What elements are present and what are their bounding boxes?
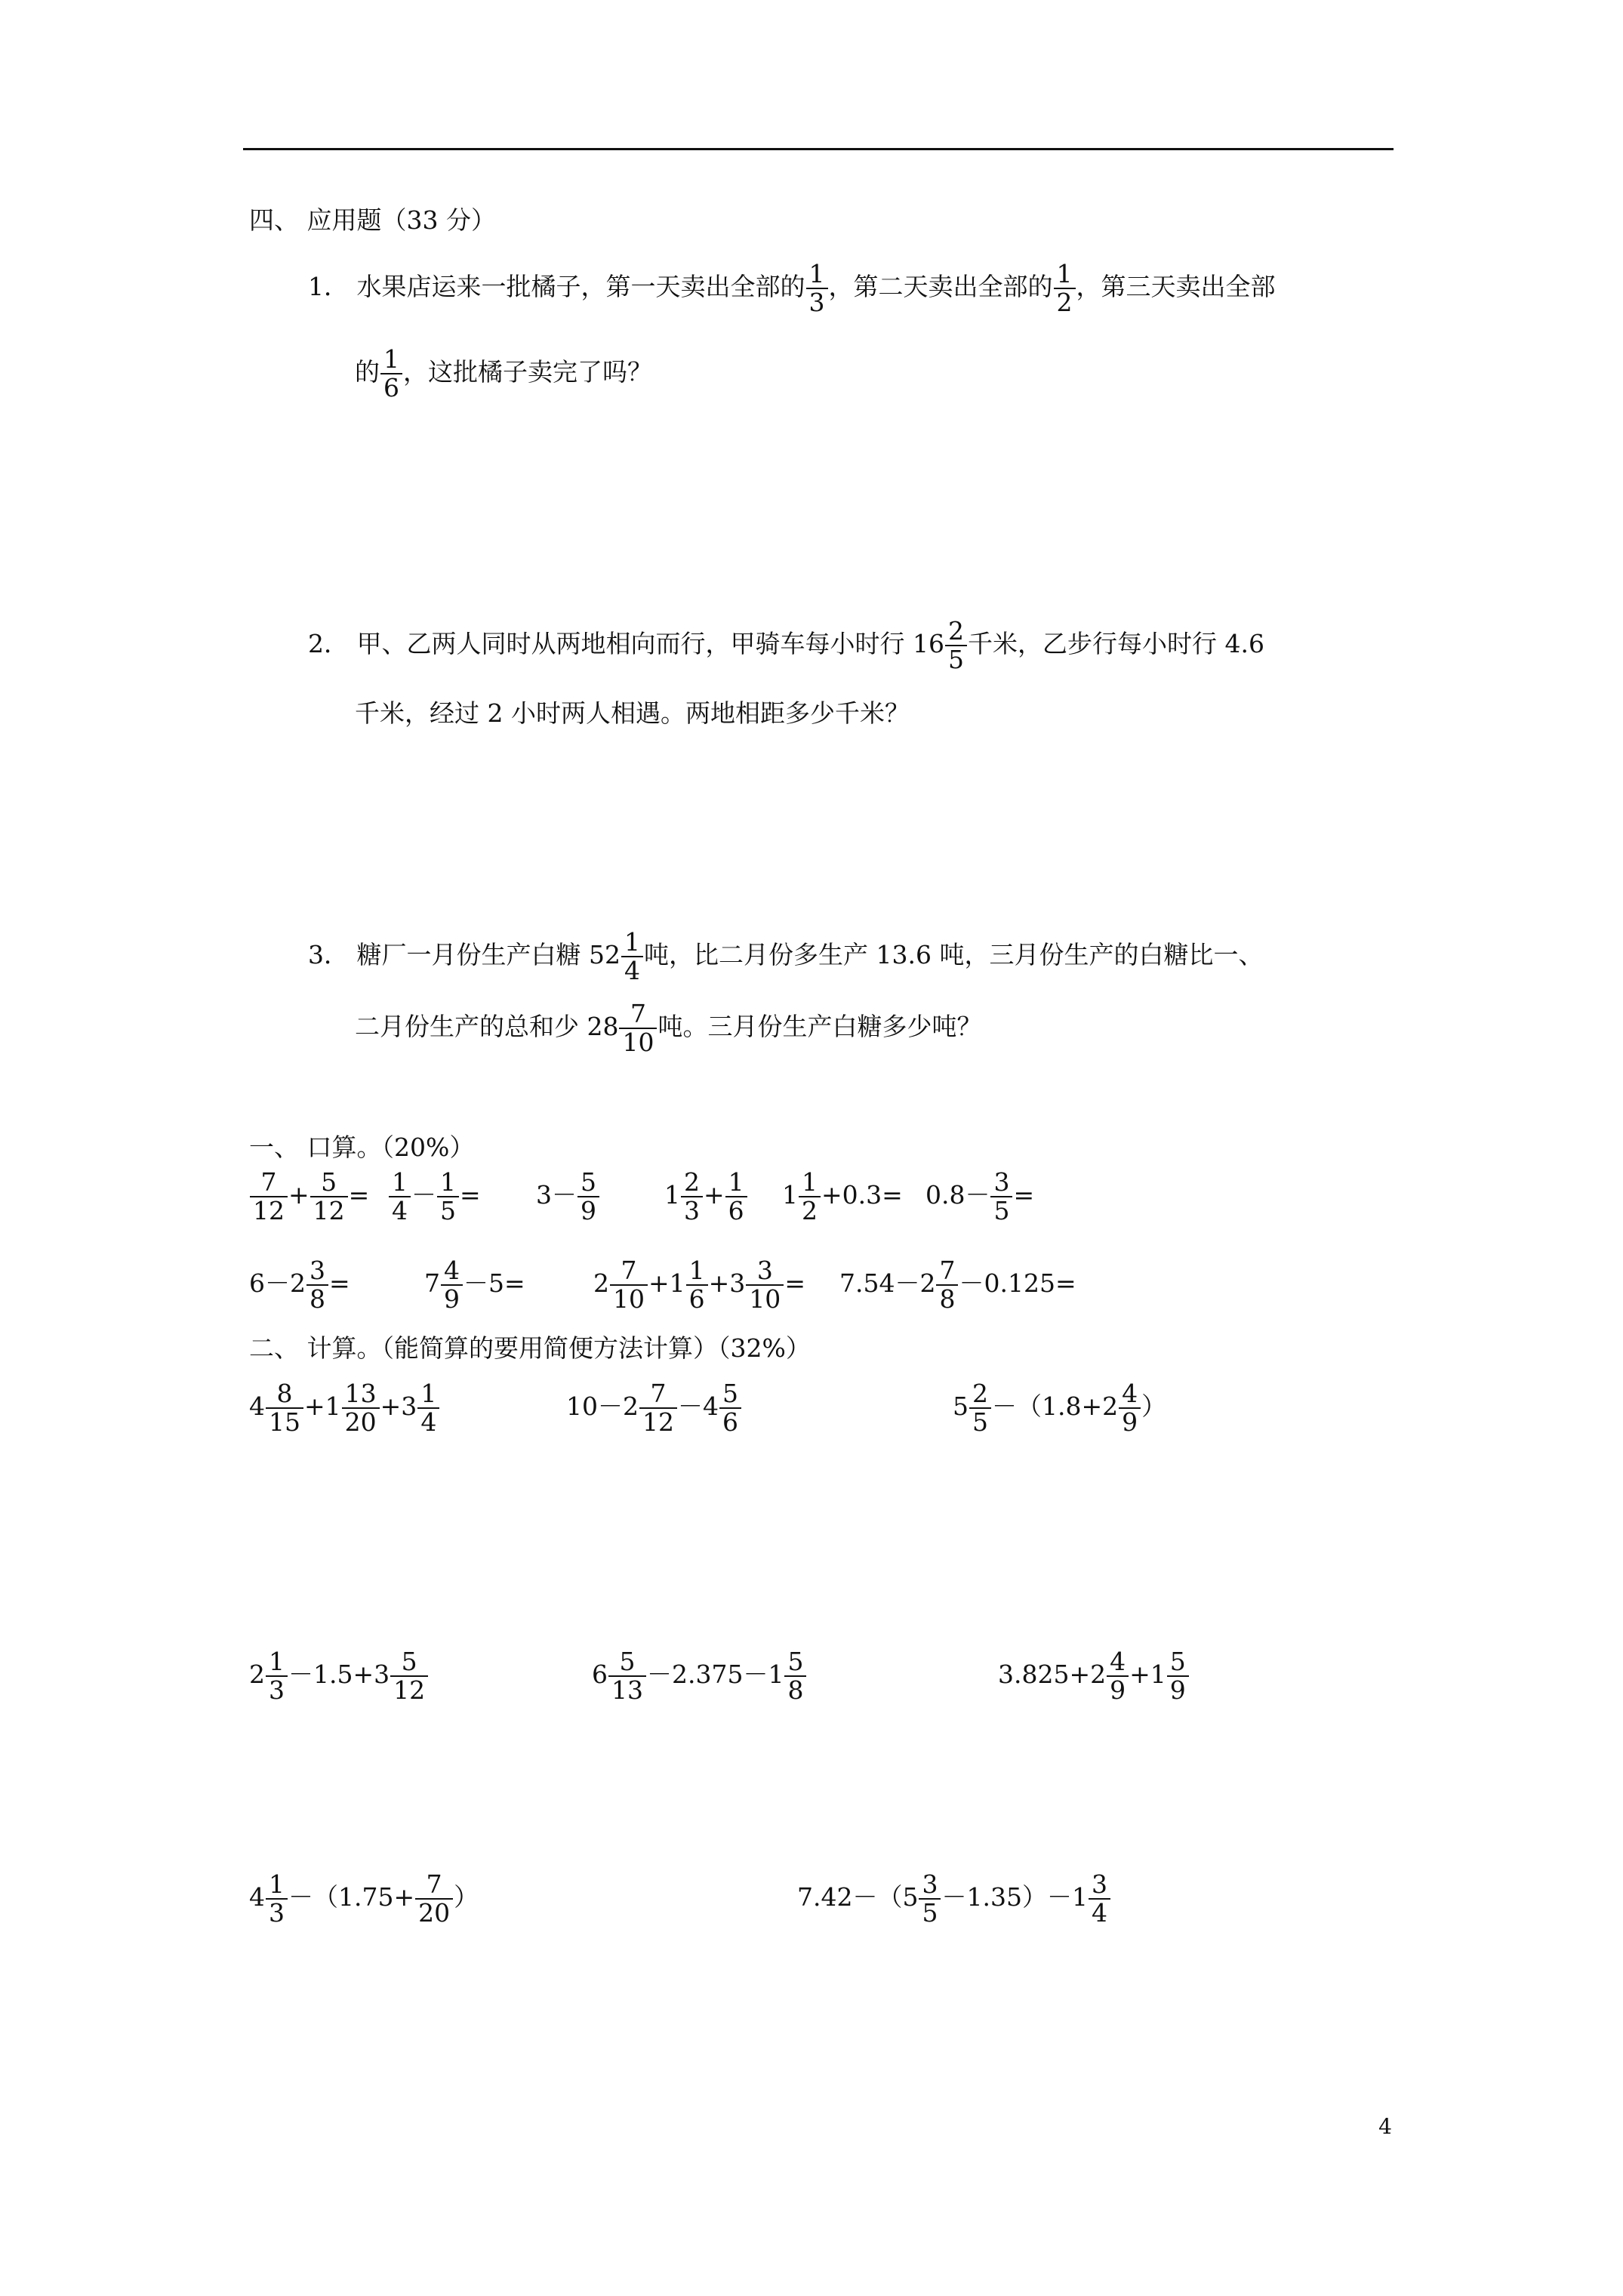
question-2-line-2: 千米，经过 2 小时两人相遇。两地相距多少千米？ [355,698,910,728]
fraction: $\frac{5}{9}$ [577,1169,599,1225]
fraction: $\frac{1}{4}$ [621,929,643,985]
fraction: $\frac{5}{9}$ [1167,1648,1189,1704]
question-3-line-2: 二月份生产的总和少 28 $\frac{7}{10}$ 吨。三月份生产白糖多少吨？ [355,999,982,1057]
calc-4: 2 $\frac{1}{3}$ －1.5+3 $\frac{5}{12}$ [249,1648,429,1704]
question-1-line-2: 的 $\frac{1}{6}$ ，这批橘子卖完了吗？ [355,344,652,402]
fraction: $\frac{7}{10}$ [619,1000,657,1056]
mental-2a: 6－2 $\frac{3}{8}$ = [249,1256,350,1314]
page-number: 4 [1378,2114,1392,2139]
fraction: $\frac{5}{8}$ [784,1648,806,1704]
mental-2d: 7.54－2 $\frac{7}{8}$ －0.125= [839,1256,1076,1314]
question-2-line-1: 2． 甲、乙两人同时从两地相向而行，甲骑车每小时行 16 $\frac{2}{5}$ 千米，乙步行每小时行 4.6 [308,616,1264,674]
fraction: $\frac{3}{4}$ [1089,1871,1110,1927]
fraction: $\frac{1}{3}$ [266,1871,288,1927]
fraction: $\frac{5}{13}$ [608,1648,646,1704]
fraction: $\frac{1}{4}$ [417,1380,439,1436]
fraction: $\frac{2}{3}$ [681,1169,703,1225]
fraction: $\frac{7}{20}$ [415,1871,453,1927]
mental-1e: 1 $\frac{1}{2}$ +0.3= [782,1167,903,1225]
calc-6: 3.825+2 $\frac{4}{9}$ +1 $\frac{5}{9}$ [998,1648,1190,1704]
question-3-line-1: 3． 糖厂一月份生产白糖 52 $\frac{1}{4}$ 吨，比二月份多生产 13.6 吨，三月份生产的白糖比一、 [308,927,1264,985]
mental-1b: $\frac{1}{4}$ － $\frac{1}{5}$ = [388,1169,481,1225]
fraction: $\frac{3}{5}$ [990,1169,1012,1225]
section-4-title: 四、 应用题（33 分） [249,205,496,235]
mental-2c: 2 $\frac{7}{10}$ +1 $\frac{1}{6}$ +3 $\frac{3}{10}$ = [593,1256,805,1314]
calc-2: 10－2 $\frac{7}{12}$ －4 $\frac{5}{6}$ [566,1380,742,1436]
fraction: $\frac{1}{6}$ [725,1169,747,1225]
question-1-line-1: 1． 水果店运来一批橘子，第一天卖出全部的 $\frac{1}{3}$ ，第二天卖出全部的 $\frac{1}{2}$ ，第三天卖出全部 [308,259,1276,317]
fraction: $\frac{13}{20}$ [342,1380,380,1436]
fraction: $\frac{4}{9}$ [1107,1648,1129,1704]
fraction: $\frac{5}{6}$ [719,1380,741,1436]
header-rule [243,148,1394,150]
fraction: $\frac{7}{12}$ [250,1169,288,1225]
fraction: $\frac{5}{12}$ [310,1169,348,1225]
fraction: $\frac{8}{15}$ [266,1380,303,1436]
fraction: $\frac{3}{5}$ [919,1871,941,1927]
calc-3: 5 $\frac{2}{5}$ －（1.8+2 $\frac{4}{9}$ ） [953,1379,1167,1437]
section-1-title: 一、 口算。（20%） [249,1133,475,1162]
fraction: $\frac{1}{4}$ [389,1169,411,1225]
mental-1a: $\frac{7}{12}$ + $\frac{5}{12}$ = [249,1169,369,1225]
fraction: $\frac{3}{8}$ [306,1257,328,1313]
fraction: $\frac{7}{10}$ [610,1257,648,1313]
fraction: $\frac{1}{3}$ [266,1648,288,1704]
mental-1d: 1 $\frac{2}{3}$ + $\frac{1}{6}$ [664,1169,748,1225]
mental-1f: 0.8－ $\frac{3}{5}$ = [925,1167,1035,1225]
fraction: $\frac{1}{5}$ [437,1169,459,1225]
fraction: $\frac{5}{12}$ [390,1648,428,1704]
fraction: $\frac{7}{8}$ [936,1257,958,1313]
fraction: $\frac{1}{6}$ [380,346,402,402]
calc-7: 4 $\frac{1}{3}$ －（1.75+ $\frac{7}{20}$ ） [249,1869,479,1928]
fraction: $\frac{1}{3}$ [806,260,828,316]
calc-8: 7.42－（5 $\frac{3}{5}$ －1.35）－1 $\frac{3}{4}$ [797,1871,1111,1927]
fraction: $\frac{4}{9}$ [1119,1380,1141,1436]
fraction: $\frac{3}{10}$ [746,1257,784,1313]
mental-1c: 3－ $\frac{5}{9}$ [536,1169,600,1225]
fraction: $\frac{1}{6}$ [686,1257,708,1313]
mental-2b: 7 $\frac{4}{9}$ －5= [424,1256,525,1314]
fraction: $\frac{4}{9}$ [441,1257,463,1313]
fraction: $\frac{2}{5}$ [969,1380,991,1436]
calc-1: 4 $\frac{8}{15}$ +1 $\frac{13}{20}$ +3 $\frac{1}{4}$ [249,1380,440,1436]
calc-5: 6 $\frac{5}{13}$ －2.375－1 $\frac{5}{8}$ [592,1648,807,1704]
fraction: $\frac{1}{2}$ [1054,260,1076,316]
section-2-title: 二、 计算。（能简算的要用简便方法计算）（32%） [249,1333,811,1363]
fraction: $\frac{2}{5}$ [945,618,967,673]
fraction: $\frac{1}{2}$ [799,1169,821,1225]
fraction: $\frac{7}{12}$ [639,1380,677,1436]
